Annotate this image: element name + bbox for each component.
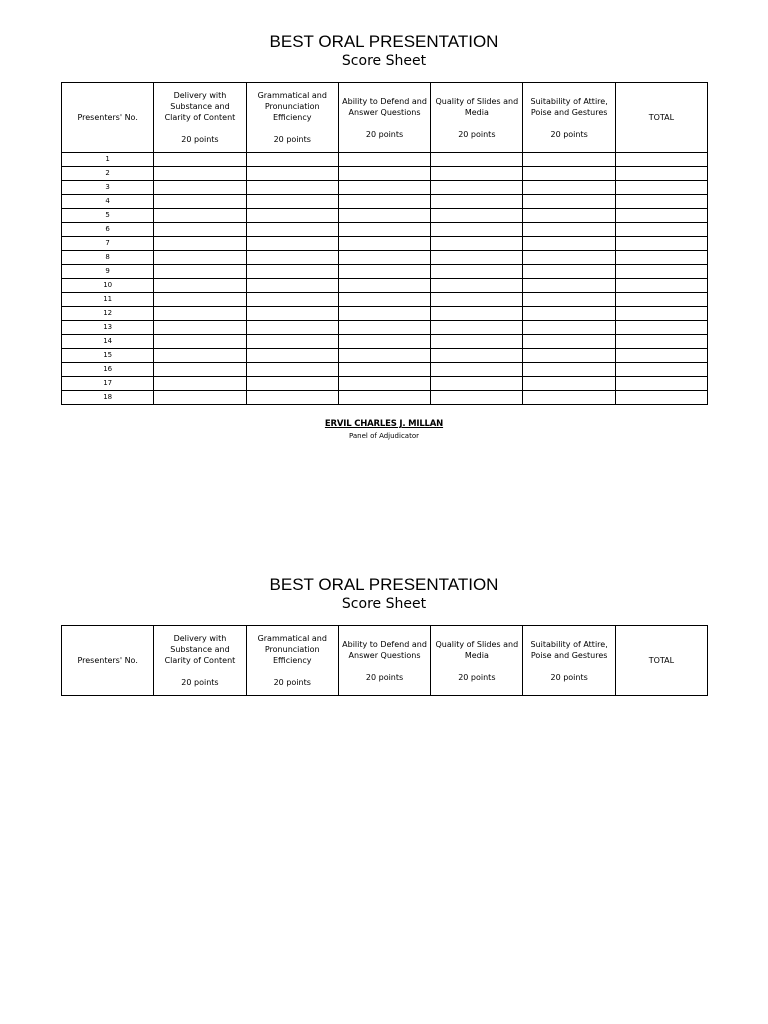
criterion-points: 20 points: [458, 129, 496, 139]
score-cell[interactable]: [246, 321, 338, 335]
score-cell[interactable]: [523, 195, 615, 209]
presenter-number-cell: 1: [62, 153, 154, 167]
total-cell[interactable]: [615, 391, 707, 405]
score-cell[interactable]: [523, 293, 615, 307]
score-cell[interactable]: [431, 237, 523, 251]
criterion-name: Quality of Slides and Media: [435, 639, 519, 660]
presenter-number-cell: 5: [62, 209, 154, 223]
score-cell[interactable]: [246, 265, 338, 279]
score-row: [62, 391, 708, 405]
score-cell[interactable]: [154, 209, 246, 223]
score-table: [61, 82, 708, 405]
score-cell[interactable]: [154, 265, 246, 279]
total-header: [615, 626, 707, 696]
score-cell[interactable]: [246, 279, 338, 293]
score-cell[interactable]: [431, 167, 523, 181]
score-cell[interactable]: [154, 293, 246, 307]
criterion-header: [154, 83, 246, 153]
score-cell[interactable]: [338, 181, 430, 195]
sheet-subtitle: Score Sheet: [341, 53, 427, 69]
total-cell[interactable]: [615, 279, 707, 293]
score-cell[interactable]: [338, 363, 430, 377]
presenter-number-cell: 7: [62, 237, 154, 251]
presenter-number-cell: 14: [62, 335, 154, 349]
score-cell[interactable]: [154, 251, 246, 265]
score-cell[interactable]: [338, 223, 430, 237]
score-cell[interactable]: [431, 307, 523, 321]
score-row: [62, 237, 708, 251]
score-cell[interactable]: [431, 181, 523, 195]
score-cell[interactable]: [246, 307, 338, 321]
presenter-number-label: Presenters' No.: [77, 113, 138, 122]
score-cell[interactable]: [523, 209, 615, 223]
criterion-header: [431, 626, 523, 696]
score-row: [62, 195, 708, 209]
criterion-name: Quality of Slides and Media: [435, 96, 519, 117]
score-cell[interactable]: [431, 279, 523, 293]
total-cell[interactable]: [615, 181, 707, 195]
score-cell[interactable]: [523, 153, 615, 167]
presenter-number-cell: 15: [62, 349, 154, 363]
sheet-title: BEST ORAL PRESENTATION: [269, 32, 499, 51]
total-cell[interactable]: [615, 363, 707, 377]
score-cell[interactable]: [431, 335, 523, 349]
score-cell[interactable]: [523, 167, 615, 181]
score-row: [62, 153, 708, 167]
presenter-number-cell: 3: [62, 181, 154, 195]
score-cell[interactable]: [246, 377, 338, 391]
score-cell[interactable]: [338, 153, 430, 167]
score-cell[interactable]: [246, 293, 338, 307]
score-cell[interactable]: [246, 167, 338, 181]
score-cell[interactable]: [431, 153, 523, 167]
score-cell[interactable]: [154, 391, 246, 405]
criterion-points: 20 points: [273, 678, 311, 687]
score-cell[interactable]: [523, 321, 615, 335]
presenter-number-cell: 4: [62, 195, 154, 209]
criterion-header: [523, 83, 615, 153]
score-cell[interactable]: [154, 377, 246, 391]
score-row: [62, 265, 708, 279]
score-row: [62, 321, 708, 335]
score-cell[interactable]: [338, 195, 430, 209]
score-cell[interactable]: [246, 153, 338, 167]
score-cell[interactable]: [154, 335, 246, 349]
score-row: [62, 251, 708, 265]
score-cell[interactable]: [338, 279, 430, 293]
criterion-header: [523, 626, 615, 696]
total-label: TOTAL: [648, 656, 675, 665]
total-cell[interactable]: [615, 251, 707, 265]
presenter-number-cell: 11: [62, 293, 154, 307]
criterion-points: 20 points: [550, 129, 588, 139]
adjudicator-name: ERVIL CHARLES J. MILLAN: [324, 419, 444, 429]
criterion-points: 20 points: [273, 135, 311, 144]
score-row: [62, 377, 708, 391]
sheet-title: BEST ORAL PRESENTATION: [269, 575, 499, 594]
total-cell[interactable]: [615, 349, 707, 363]
criterion-name: Delivery with Substance and Clarity of Content: [164, 91, 236, 122]
score-cell[interactable]: [154, 321, 246, 335]
score-cell[interactable]: [154, 279, 246, 293]
score-cell[interactable]: [431, 265, 523, 279]
score-cell[interactable]: [246, 335, 338, 349]
presenter-number-cell: 16: [62, 363, 154, 377]
total-cell[interactable]: [615, 167, 707, 181]
criterion-name: Ability to Defend and Answer Questions: [342, 96, 427, 117]
total-header: [615, 83, 707, 153]
total-cell[interactable]: [615, 307, 707, 321]
presenter-number-header: [62, 83, 154, 153]
score-row: [62, 363, 708, 377]
score-cell[interactable]: [523, 237, 615, 251]
presenter-number-cell: 10: [62, 279, 154, 293]
score-cell[interactable]: [338, 377, 430, 391]
criterion-points: 20 points: [458, 672, 496, 682]
score-cell[interactable]: [431, 251, 523, 265]
criterion-name: Suitability of Attire, Poise and Gestures: [530, 96, 608, 117]
total-cell[interactable]: [615, 237, 707, 251]
total-label: TOTAL: [648, 113, 675, 122]
score-row: [62, 167, 708, 181]
score-cell[interactable]: [431, 321, 523, 335]
score-cell[interactable]: [154, 363, 246, 377]
presenter-number-cell: 8: [62, 251, 154, 265]
score-cell[interactable]: [431, 293, 523, 307]
score-cell[interactable]: [338, 307, 430, 321]
score-cell[interactable]: [338, 391, 430, 405]
score-cell[interactable]: [338, 265, 430, 279]
score-cell[interactable]: [246, 251, 338, 265]
total-cell[interactable]: [615, 293, 707, 307]
score-cell[interactable]: [431, 391, 523, 405]
score-row: [62, 293, 708, 307]
adjudicator-role: Panel of Adjudicator: [348, 432, 419, 440]
total-cell[interactable]: [615, 321, 707, 335]
presenter-number-cell: 17: [62, 377, 154, 391]
score-cell[interactable]: [523, 335, 615, 349]
score-row: [62, 307, 708, 321]
score-cell[interactable]: [523, 223, 615, 237]
score-cell[interactable]: [154, 223, 246, 237]
criterion-name: Grammatical and Pronunciation Efficiency: [257, 91, 327, 122]
score-cell[interactable]: [154, 307, 246, 321]
score-cell[interactable]: [431, 349, 523, 363]
presenter-number-cell: 13: [62, 321, 154, 335]
signature-block: [0, 418, 768, 441]
criterion-points: 20 points: [365, 129, 404, 139]
score-cell[interactable]: [338, 349, 430, 363]
score-cell[interactable]: [523, 307, 615, 321]
score-cell[interactable]: [246, 391, 338, 405]
header-row: [62, 83, 708, 153]
score-cell[interactable]: [154, 181, 246, 195]
score-cell[interactable]: [246, 349, 338, 363]
total-cell[interactable]: [615, 195, 707, 209]
criterion-header: [246, 83, 338, 153]
score-cell[interactable]: [338, 321, 430, 335]
score-cell[interactable]: [338, 251, 430, 265]
total-cell[interactable]: [615, 265, 707, 279]
criterion-points: 20 points: [550, 672, 588, 682]
score-cell[interactable]: [431, 377, 523, 391]
score-cell[interactable]: [431, 223, 523, 237]
criterion-points: 20 points: [365, 672, 404, 682]
score-cell[interactable]: [246, 195, 338, 209]
total-cell[interactable]: [615, 153, 707, 167]
score-cell[interactable]: [154, 167, 246, 181]
score-cell[interactable]: [523, 377, 615, 391]
score-cell[interactable]: [154, 153, 246, 167]
score-cell[interactable]: [431, 209, 523, 223]
total-cell[interactable]: [615, 335, 707, 349]
score-cell[interactable]: [523, 391, 615, 405]
score-cell[interactable]: [523, 251, 615, 265]
presenter-number-header: [62, 626, 154, 696]
score-cell[interactable]: [246, 209, 338, 223]
score-table-body: [62, 153, 708, 405]
score-row: [62, 279, 708, 293]
score-cell[interactable]: [246, 181, 338, 195]
criterion-name: Ability to Defend and Answer Questions: [342, 639, 427, 660]
criterion-header: [154, 626, 246, 696]
score-cell[interactable]: [338, 237, 430, 251]
score-row: [62, 223, 708, 237]
score-cell[interactable]: [338, 209, 430, 223]
score-cell[interactable]: [246, 363, 338, 377]
header-row: [62, 626, 708, 696]
criterion-points: 20 points: [181, 135, 219, 144]
presenter-number-cell: 18: [62, 391, 154, 405]
score-cell[interactable]: [154, 195, 246, 209]
sheet-subtitle: Score Sheet: [341, 596, 427, 612]
score-cell[interactable]: [338, 167, 430, 181]
criterion-header: [246, 626, 338, 696]
score-row: [62, 209, 708, 223]
presenter-number-cell: 2: [62, 167, 154, 181]
criterion-name: Grammatical and Pronunciation Efficiency: [257, 634, 327, 665]
criterion-points: 20 points: [181, 678, 219, 687]
score-cell[interactable]: [338, 293, 430, 307]
score-row: [62, 181, 708, 195]
score-row: [62, 349, 708, 363]
score-row: [62, 335, 708, 349]
criterion-name: Delivery with Substance and Clarity of Content: [164, 634, 236, 665]
score-cell[interactable]: [154, 349, 246, 363]
presenter-number-label: Presenters' No.: [77, 656, 138, 665]
presenter-number-cell: 12: [62, 307, 154, 321]
score-cell[interactable]: [431, 363, 523, 377]
total-cell[interactable]: [615, 209, 707, 223]
score-cell[interactable]: [246, 237, 338, 251]
criterion-header: [338, 626, 430, 696]
score-cell[interactable]: [523, 363, 615, 377]
criterion-header: [431, 83, 523, 153]
score-cell[interactable]: [523, 349, 615, 363]
presenter-number-cell: 9: [62, 265, 154, 279]
score-cell[interactable]: [154, 237, 246, 251]
score-cell[interactable]: [523, 181, 615, 195]
score-cell[interactable]: [246, 223, 338, 237]
score-cell[interactable]: [523, 265, 615, 279]
total-cell[interactable]: [615, 223, 707, 237]
presenter-number-cell: 6: [62, 223, 154, 237]
score-cell[interactable]: [523, 279, 615, 293]
score-cell[interactable]: [431, 195, 523, 209]
score-cell[interactable]: [338, 335, 430, 349]
score-table: [61, 625, 708, 696]
total-cell[interactable]: [615, 377, 707, 391]
criterion-header: [338, 83, 430, 153]
criterion-name: Suitability of Attire, Poise and Gestures: [530, 639, 608, 660]
